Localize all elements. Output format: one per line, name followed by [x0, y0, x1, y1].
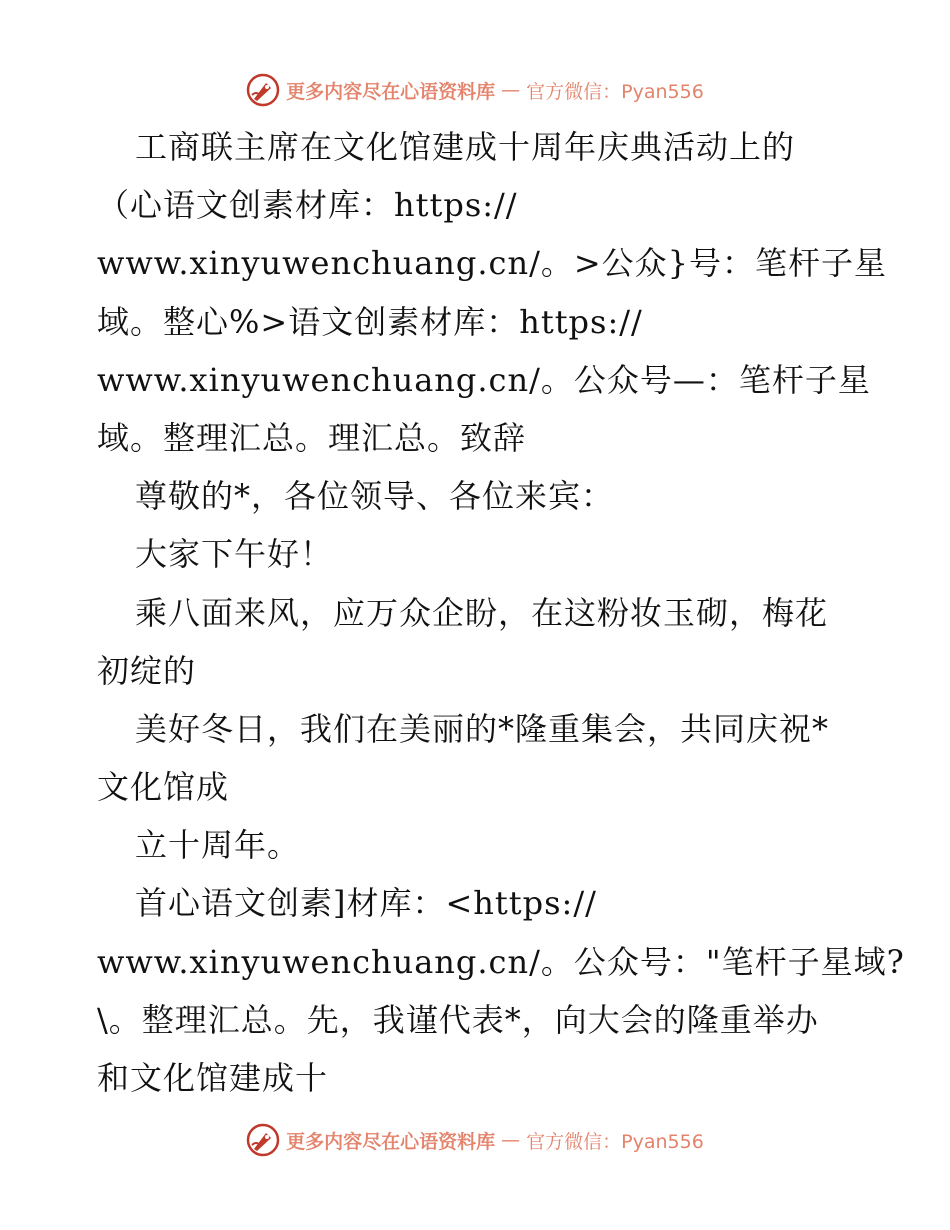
- pen-nib-logo-icon: [246, 73, 280, 107]
- watermark-official: 官方微信：Pyan556: [526, 80, 704, 103]
- text-line: 大家下午好！: [135, 535, 334, 574]
- watermark-text: 更多内容尽在心语资料库: [286, 1130, 496, 1153]
- pen-nib-logo-icon: [246, 1123, 280, 1157]
- header-watermark: [0, 70, 950, 110]
- text-line: 工商联主席在文化馆建成十周年庆典活动上的: [135, 128, 796, 166]
- watermark-separator: —: [501, 79, 521, 101]
- text-line: 尊敬的*，各位领导、各位来宾：: [135, 477, 615, 516]
- text-line: 首心语文创素]材库：<https://: [135, 884, 597, 923]
- text-line: www.xinyuwenchuang.cn/。>公众}号：笔杆子星: [97, 244, 888, 283]
- text-line: 美好冬日，我们在美丽的*隆重集会，共同庆祝*: [135, 709, 830, 748]
- text-line: 域。整心%>语文创素材库：https://: [97, 302, 643, 341]
- text-line: 文化馆成: [97, 768, 230, 807]
- watermark-separator: —: [501, 1129, 521, 1151]
- text-line: \。整理汇总。先，我谨代表*，向大会的隆重举办: [97, 1000, 819, 1039]
- text-line: 初绽的: [97, 651, 197, 690]
- text-line: www.xinyuwenchuang.cn/。公众号—：笔杆子星: [97, 360, 871, 399]
- text-line: 立十周年。: [135, 826, 301, 865]
- text-line: www.xinyuwenchuang.cn/。公众号："笔杆子星域?: [97, 942, 905, 981]
- watermark-official: 官方微信：Pyan556: [526, 1130, 704, 1153]
- document-body: [97, 118, 905, 1107]
- text-line: （心语文创素材库：https://: [97, 186, 518, 225]
- watermark-text: 更多内容尽在心语资料库: [286, 80, 496, 103]
- footer-watermark: [0, 1120, 950, 1160]
- text-line: 乘八面来风，应万众企盼，在这粉妆玉砌，梅花: [135, 593, 829, 632]
- text-line: 和文化馆建成十: [97, 1059, 329, 1097]
- text-line: 域。整理汇总。理汇总。致辞: [97, 418, 527, 457]
